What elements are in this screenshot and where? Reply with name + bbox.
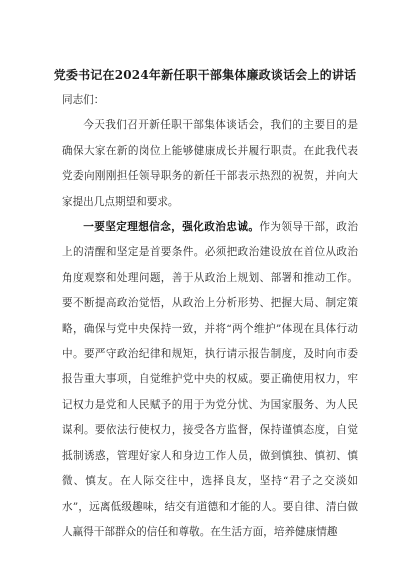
paragraph-lead-heading: 一要坚定理想信念，强化政治忠诚。 bbox=[83, 221, 260, 234]
paragraph-political-loyalty bbox=[62, 215, 358, 545]
paragraph-text: 今天我们召开新任职干部集体谈话会，我们的主要目的是确保大家在新的岗位上能够健康成长并履行职责。在此我代表党委向刚刚担任领导职务的新任干部表示热烈的祝贺，并向大家提出几点期望和要求。 bbox=[62, 119, 358, 208]
paragraph-text: 作为领导干部，政治上的清醒和坚定是首要条件。必须把政治建设放在首位从政治角度观察和处理问题，善于从政治上规划、部署和推动工作。要不断提高政治觉悟，从政治上分析形势、把握大局、制定策略，确保与党中央保持一致，并将“两个维护”体现在具体行动中。要严守政治纪律和规矩，执行请示报告制度，及时向市委报告重大事项，自觉维护党中央的权威。要正确使用权力，牢记权力是党和人民赋予的用于为党分忧、为国家服务、为人民谋利。要依法行使权力，接受各方监督，保持谨慎态度，自觉抵制诱惑，管理好家人和身边工作人员，做到慎独、慎初、慎微、慎友。在人际交往中，选择良友，坚持“君子之交淡如水”，远离低级趣味，结交有道德和才能的人。要自律、清白做人赢得干部群众的信任和尊敬。在生活方面，培养健康情趣 bbox=[62, 221, 359, 538]
salutation: 同志们： bbox=[62, 94, 105, 106]
document-title: 党委书记在2024年新任职干部集体廉政谈话会上的讲话 bbox=[53, 68, 357, 82]
paragraph-intro bbox=[62, 113, 358, 215]
document-body bbox=[62, 88, 358, 545]
